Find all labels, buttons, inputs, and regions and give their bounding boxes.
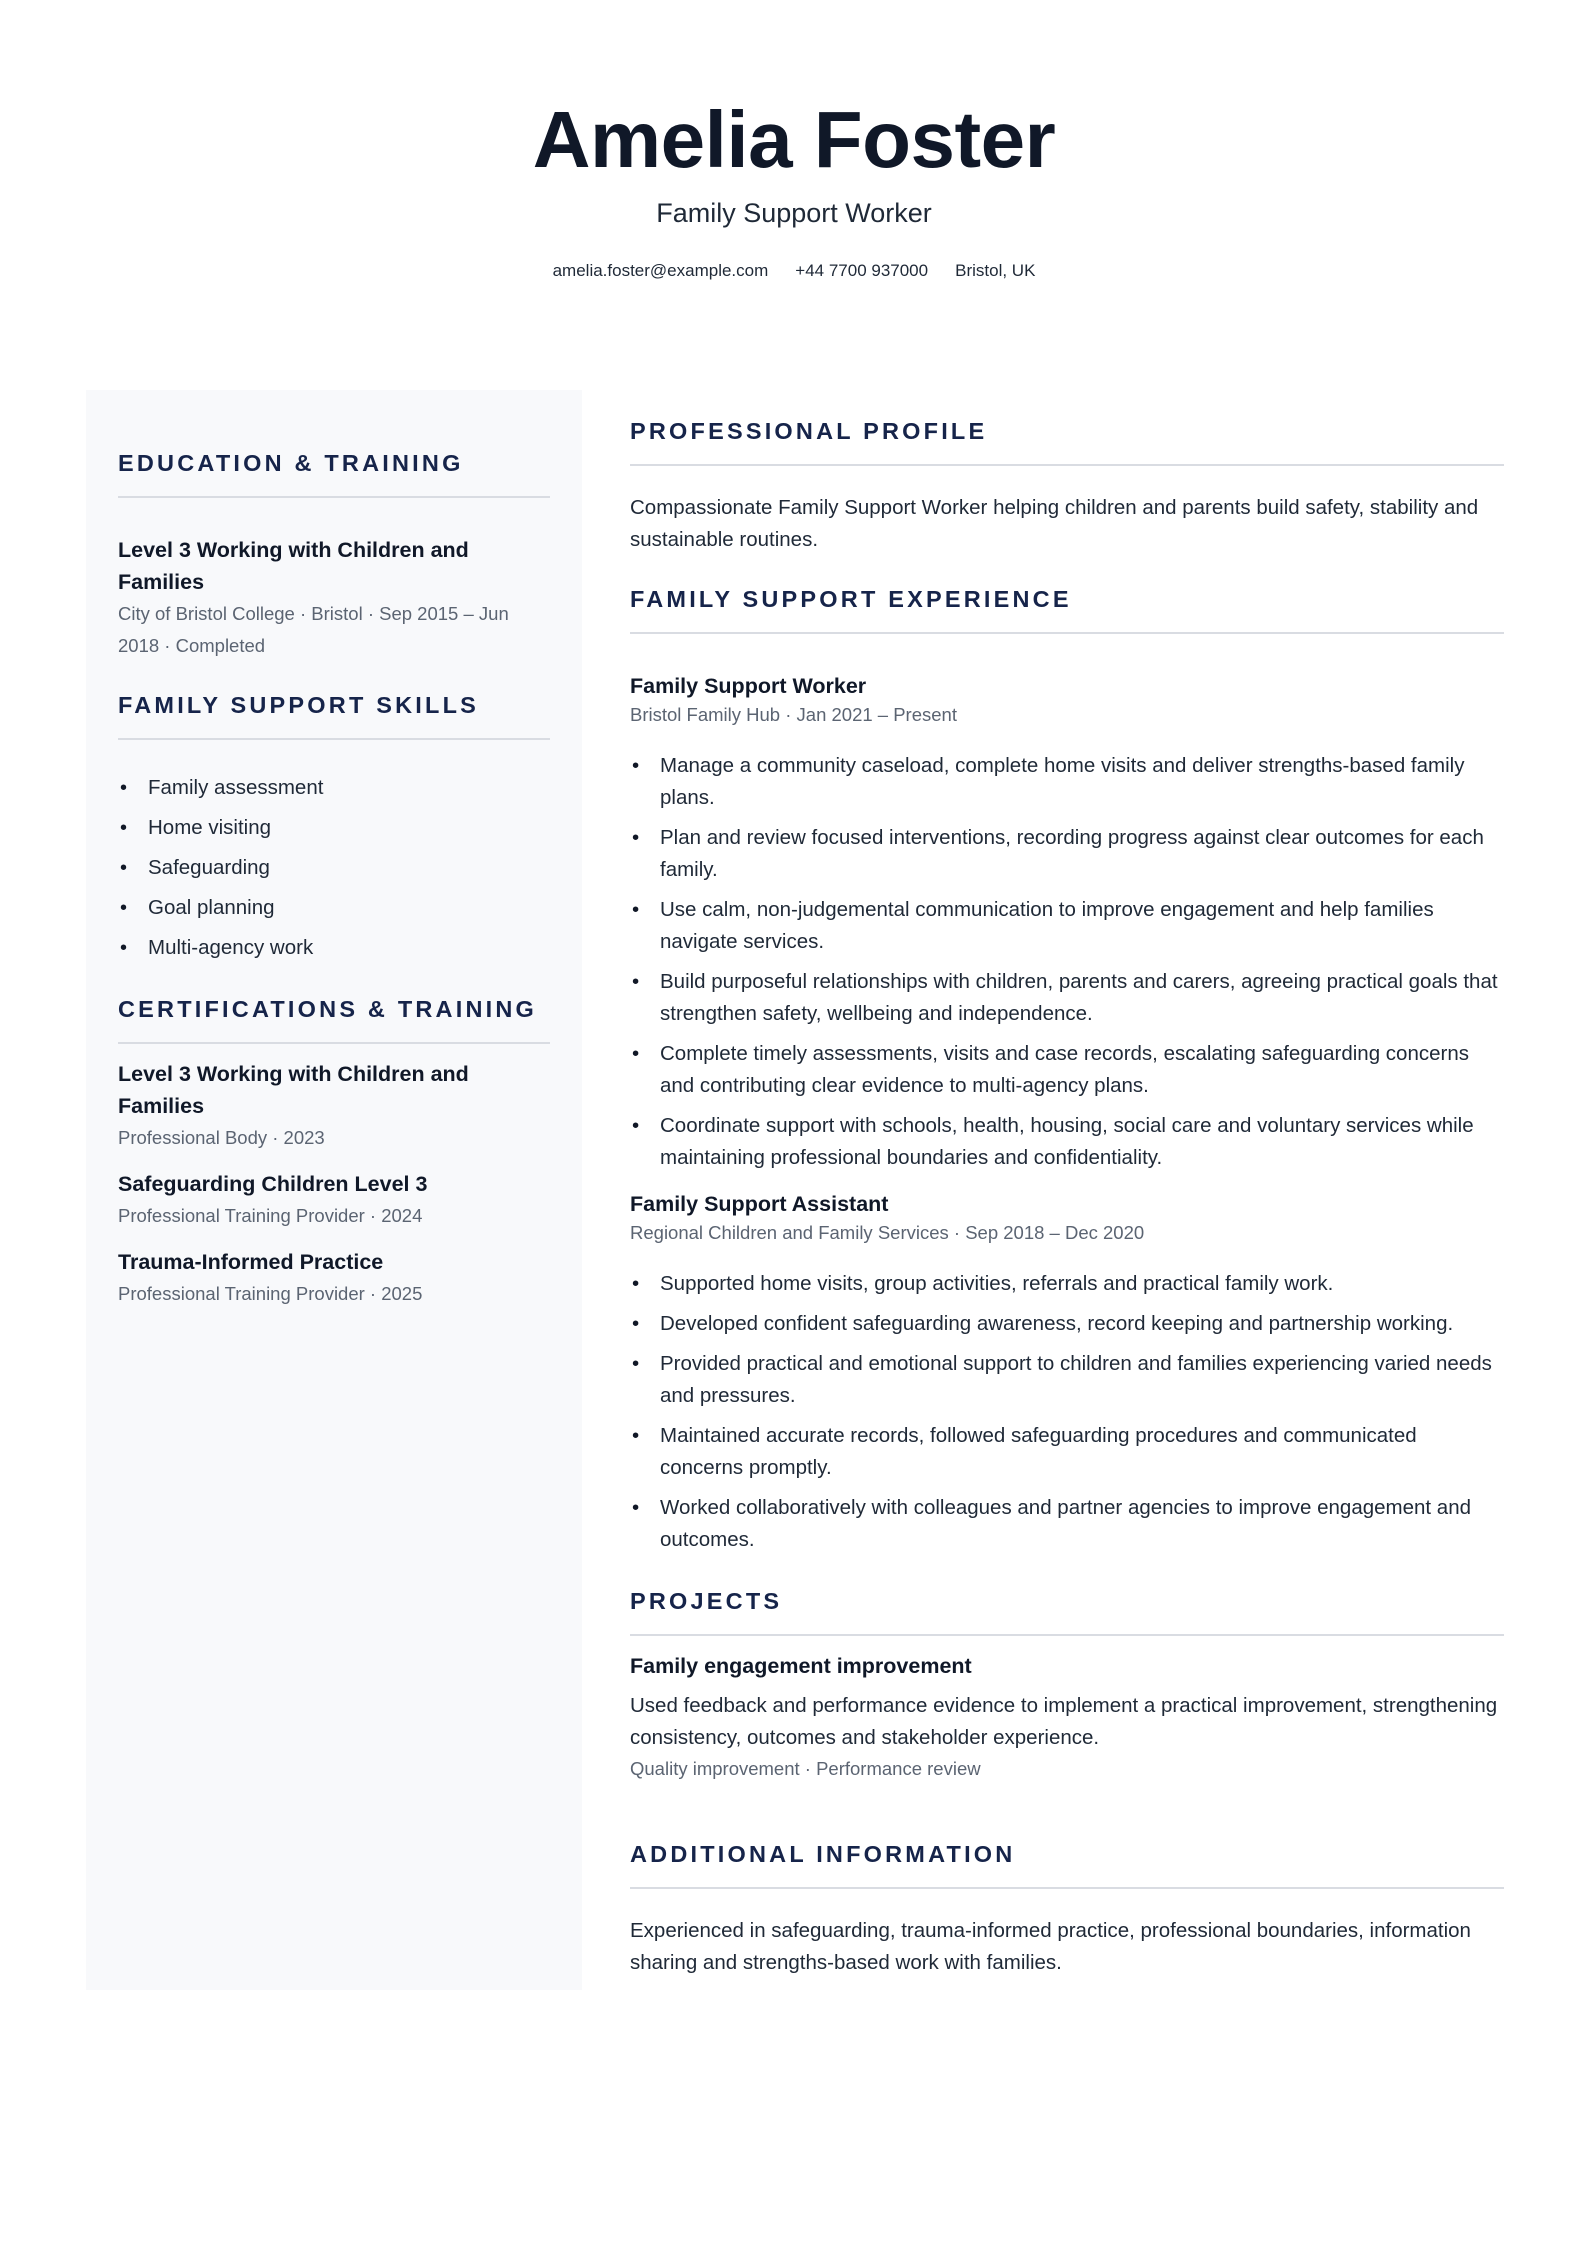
section-divider — [118, 738, 550, 740]
section-title-additional: ADDITIONAL INFORMATION — [630, 1841, 1016, 1867]
certification-meta: Professional Training Provider · 2025 — [118, 1283, 423, 1304]
contact-location: Bristol, UK — [955, 261, 1036, 280]
section-divider — [118, 1042, 550, 1044]
job-bullet: • Worked collaboratively with colleagues and partner agencies to improve engagement and outcomes. — [630, 1492, 1504, 1556]
certification-meta: Professional Training Provider · 2024 — [118, 1205, 423, 1226]
section-title-education: EDUCATION & TRAINING — [118, 450, 464, 476]
section-title-skills: FAMILY SUPPORT SKILLS — [118, 692, 479, 718]
skills-section — [118, 690, 550, 968]
job-bullet: • Complete timely assessments, visits and case records, escalating safeguarding concerns and contributing clear evidence to multi-agency plans. — [630, 1038, 1504, 1102]
job-meta: Regional Children and Family Services · Sep 2018 – Dec 2020 — [630, 1222, 1145, 1243]
projects-section — [630, 1586, 1504, 1784]
project-item — [630, 1650, 1504, 1784]
job-title: Family Support Assistant — [630, 1192, 889, 1216]
skill-item: • Safeguarding — [118, 848, 550, 888]
sidebar — [86, 390, 582, 1990]
job-entry — [630, 670, 1504, 1174]
job-bullets — [630, 1268, 1504, 1556]
certification-item — [118, 1246, 550, 1310]
certification-title: Level 3 Working with Children and Families — [118, 1062, 469, 1118]
section-title-experience: FAMILY SUPPORT EXPERIENCE — [630, 586, 1072, 612]
job-meta: Bristol Family Hub · Jan 2021 – Present — [630, 704, 957, 725]
candidate-role: Family Support Worker — [656, 198, 932, 228]
certification-title: Trauma-Informed Practice — [118, 1250, 384, 1274]
certification-meta: Professional Body · 2023 — [118, 1127, 325, 1148]
job-bullet: • Plan and review focused interventions, recording progress against clear outcomes for each family. — [630, 822, 1504, 886]
candidate-name: Amelia Foster — [532, 95, 1056, 184]
job-bullet: • Build purposeful relationships with children, parents and carers, agreeing practical goals that strengthen safety, wellbeing and independence. — [630, 966, 1504, 1030]
additional-text: Experienced in safeguarding, trauma-informed practice, professional boundaries, information sharing and strengths-based work with families. — [630, 1919, 1471, 1974]
section-divider — [630, 1634, 1504, 1636]
job-bullet: • Manage a community caseload, complete home visits and deliver strengths-based family plans. — [630, 750, 1504, 814]
contact-line — [0, 260, 1588, 282]
section-divider — [630, 1887, 1504, 1889]
certification-title: Safeguarding Children Level 3 — [118, 1172, 428, 1196]
section-divider — [118, 496, 550, 498]
contact-email: amelia.foster@example.com — [552, 261, 769, 280]
additional-section — [630, 1839, 1504, 1979]
education-section — [118, 448, 550, 662]
skills-list — [118, 768, 550, 968]
certifications-section — [118, 994, 550, 1310]
section-divider — [630, 632, 1504, 634]
job-bullet: • Use calm, non-judgemental communication to improve engagement and help families navigate services. — [630, 894, 1504, 958]
certification-item — [118, 1168, 550, 1232]
job-bullet: • Provided practical and emotional support to children and families experiencing varied needs and pressures. — [630, 1348, 1504, 1412]
job-bullet: • Supported home visits, group activities, referrals and practical family work. — [630, 1268, 1504, 1300]
project-description: Used feedback and performance evidence to implement a practical improvement, strengthening consistency, outcomes and stakeholder experience. — [630, 1694, 1498, 1749]
experience-section — [630, 584, 1504, 1564]
skill-item: • Home visiting — [118, 808, 550, 848]
section-title-certifications: CERTIFICATIONS & TRAINING — [118, 996, 537, 1022]
skill-item: • Goal planning — [118, 888, 550, 928]
certification-item — [118, 1058, 550, 1154]
skill-item: • Multi-agency work — [118, 928, 550, 968]
education-item-title: Level 3 Working with Children and Families — [118, 538, 469, 594]
section-title-projects: PROJECTS — [630, 1588, 783, 1614]
project-title: Family engagement improvement — [630, 1654, 972, 1678]
profile-section — [630, 416, 1504, 556]
skill-item: • Family assessment — [118, 768, 550, 808]
job-title: Family Support Worker — [630, 674, 867, 698]
education-item — [118, 534, 550, 662]
profile-summary: Compassionate Family Support Worker helping children and parents build safety, stability and sustainable routines. — [630, 496, 1479, 551]
contact-phone: +44 7700 937000 — [795, 261, 929, 280]
job-bullet: • Coordinate support with schools, health, housing, social care and voluntary services while maintaining professional boundaries and confidentiality. — [630, 1110, 1504, 1174]
project-tags: Quality improvement · Performance review — [630, 1758, 981, 1779]
job-entry — [630, 1188, 1504, 1556]
job-bullet: • Developed confident safeguarding awareness, record keeping and partnership working. — [630, 1308, 1504, 1340]
education-item-meta: City of Bristol College · Bristol · Sep 2015 – Jun 2018 · Completed — [118, 603, 509, 656]
job-bullet: • Maintained accurate records, followed safeguarding procedures and communicated concerns promptly. — [630, 1420, 1504, 1484]
section-divider — [630, 464, 1504, 466]
job-bullets — [630, 750, 1504, 1174]
section-title-profile: PROFESSIONAL PROFILE — [630, 418, 988, 444]
